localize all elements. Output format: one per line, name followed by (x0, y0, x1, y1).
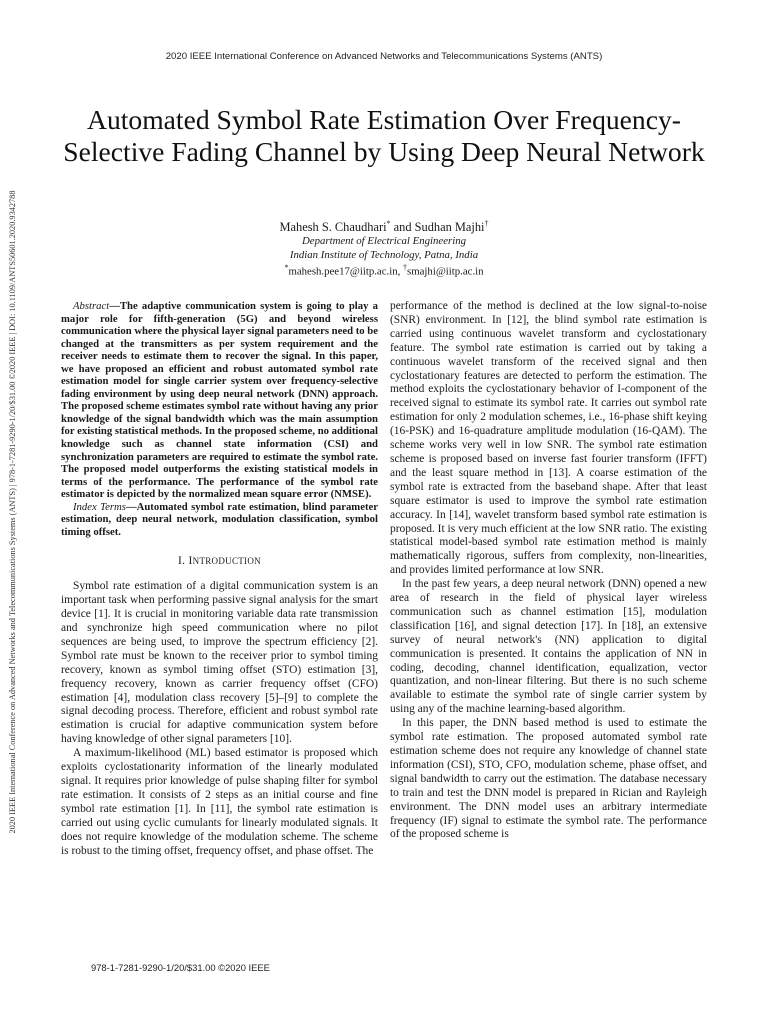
side-doi-strip: 2020 IEEE International Conference on Advanced Networks and Telecommunications Systems (ANTS) | 978-1-7281-9290-1/20/$31.00 ©2020 IEEE | DOI: 10.1109/ANTS50601.2020.9342788 (8, 190, 17, 834)
abstract-text: —The adaptive communication system is going to play a major role for fifth-generation (5G) and beyond wireless communication where the physical layer signal parameters need to be changed at the transmitters as per system requirement and the receiver needs to estimate them to recover the signal. In this paper, we have proposed an efficient and robust automated symbol rate estimation model for single carrier system over frequency-selective fading environment by using deep neural network (DNN) approach. The proposed scheme estimates symbol rate without having any prior knowledge of the signal bandwidth which was the main assumption for existing statistical methods. In the proposed scheme, no additional knowledge such as channel state information (CSI) and synchronization parameters are required to estimate the symbol rate. The proposed model outperforms the existing statistical models in terms of the performance. The performance of the symbol rate estimator is depicted by the normalized mean square error (NMSE). (61, 300, 378, 501)
left-column (61, 300, 378, 858)
index-terms (61, 501, 378, 539)
conference-header: 2020 IEEE International Conference on Advanced Networks and Telecommunications Systems (ANTS) (165, 51, 603, 62)
section-numeral: I. (178, 555, 189, 568)
section-heading-introduction (61, 555, 378, 569)
copyright-footer: 978-1-7281-9290-1/20/$31.00 ©2020 IEEE (91, 962, 270, 973)
department: Department of Electrical Engineering (301, 235, 466, 247)
author-name-2: Sudhan Majhi (414, 220, 485, 235)
intro-paragraph-2: A maximum-likelihood (ML) based estimator is proposed which exploits cyclostationarity information of the linearly modulated signal. It requires prior knowledge of pulse shaping filter for symbol rate estimation. It consists of 2 steps as an initial course and fine symbol rate estimation [1]. In [11], the symbol rate estimation is carried out using cyclic cumulants for linearly modulated signals. It does not require knowledge of the modulation scheme. The scheme is robust to the timing offset, frequency offset, and phase offset. The (61, 747, 378, 857)
intro-paragraph-5: In this paper, the DNN based method is used to estimate the symbol rate estimation. The proposed automated symbol rate estimation scheme does not require any knowledge of channel state information (CSI), STO, CFO, modulation scheme, phase offset, and signal bandwidth to carry out the estimation. The database necessary to train and test the DNN model is prepared in Rician and Rayleigh environment. The DNN model uses an arbitrary intermediate frequency (IF) signal to estimate the symbol rate. The performance of the proposed scheme is (390, 717, 707, 841)
email-mark-2: † (403, 263, 408, 272)
email-mark-1: * (284, 263, 289, 272)
abstract-label: Abstract (73, 300, 110, 312)
index-terms-label: Index Terms (73, 500, 126, 513)
intro-paragraph-1: Symbol rate estimation of a digital communication system is an important task when performing passive signal analysis for the smart device [1]. It is crucial in monitoring variable data rate transmission and synchronize high speed communication where no pilot sequences are being used, to improve the spectrum efficiency [2]. Symbol rate must be known to the receiver prior to symbol timing recovery, known as symbol timing offset (STO) estimation [3], frequency recovery, known as carrier frequency offset (CFO) estimation [4], modulation class recovery [5]–[9] to complete the signal decoding process. Therefore, efficient and robust symbol rate estimation is crucial for adaptive communication system before having knowledge of other signal parameters [10]. (61, 580, 378, 746)
email-line (0, 263, 768, 278)
email-2: smajhi@iitp.ac.in (407, 265, 484, 278)
email-1: mahesh.pee17@iitp.ac.in, (288, 265, 404, 278)
intro-paragraph-3: performance of the method is declined at the low signal-to-noise (SNR) environment. In [12], the blind symbol rate estimation is carried using continuous wavelet transform and cyclostationary feature. The symbol rate estimation is carried out by taking a continuous wavelet transform of the received signal and then cyclostationary features are detected to perform the estimation. The method exploits the cyclostationary behavior of I-component of the received signal to estimate its symbol rate. It carries out symbol rate estimation for only 2 modulation schemes, i.e., 16-phase shift keying (16-PSK) and 16-quadrature amplitude modulation (16-QAM). The scheme works very well in low SNR. The symbol rate estimation scheme is proposed based on inverse fast fourier transform (IFFT) and the least square method in [13]. A coarse estimation of the symbol rate is extracted from the baseband shape. After that least square estimator is used to improve the symbol rate estimation accuracy. In [14], wavelet transform based symbol rate estimation is proposed. It is very much efficient at the low SNR ratio. The existing statistical model-based symbol rate estimation method is mainly mathematically rigorous, suffers from complexity, non-linearities, and provides limited performance at low SNR. (390, 300, 707, 577)
abstract (61, 300, 378, 501)
author-name-1: Mahesh S. Chaudhari (279, 220, 387, 235)
section-initial: I (188, 555, 193, 568)
author-conjunction: and (390, 220, 415, 235)
author-mark-1: * (386, 219, 391, 228)
intro-paragraph-4: In the past few years, a deep neural network (DNN) opened a new area of research in the field of physical layer wireless communication such as channel estimation [15], modulation classification [16], and signal detection [17]. In [18], an extensive survey of neural network's (NN) application to digital communication is presented. It contains the application of NN in coding, decoding, channel identification, equalization, vector quantization, and non-linear filtering. But there is no such scheme available to estimate the symbol rate of single carrier system by using any of the machine learning-based algorithm. (390, 578, 707, 716)
author-line (0, 219, 768, 235)
index-terms-text: —Automated symbol rate estimation, blind parameter estimation, deep neural network, modulation classification, symbol timing offset. (61, 500, 378, 538)
author-mark-2: † (484, 219, 489, 228)
institute: Indian Institute of Technology, Patna, India (289, 249, 479, 261)
right-column (390, 300, 707, 842)
paper-title: Automated Symbol Rate Estimation Over Frequency-Selective Fading Channel by Using Deep Neural Network (63, 104, 705, 167)
section-rest: NTRODUCTION (192, 556, 261, 567)
